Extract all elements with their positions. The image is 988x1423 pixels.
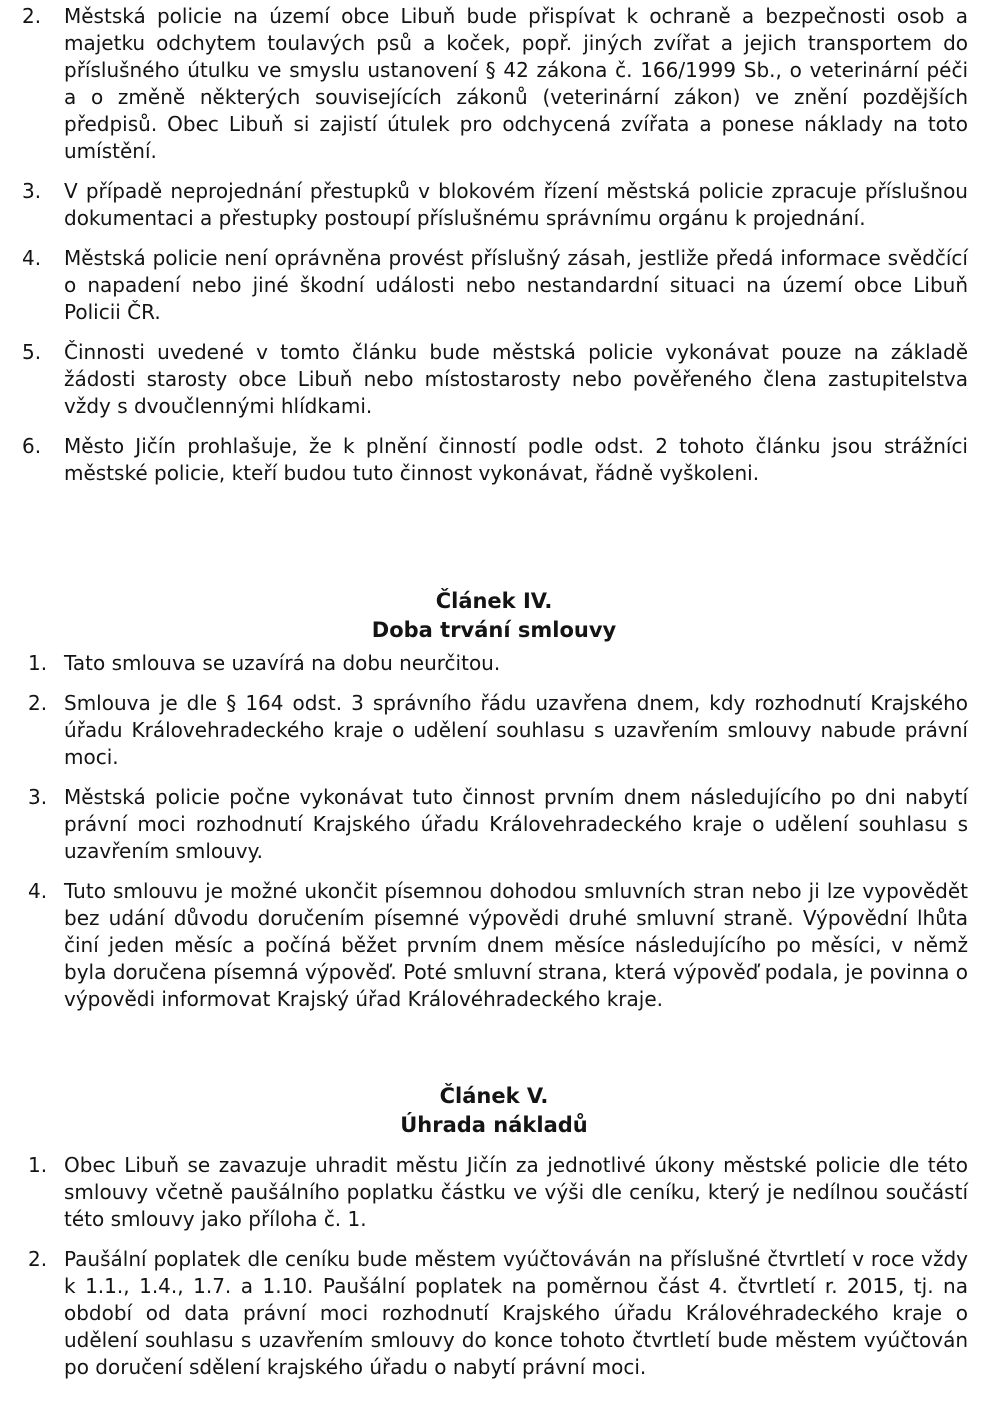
item-number: 4. bbox=[28, 879, 48, 903]
item-number: 3. bbox=[22, 179, 42, 203]
list-item bbox=[0, 690, 988, 771]
list-item bbox=[0, 3, 988, 165]
article-title: Úhrada nákladů bbox=[400, 1113, 588, 1137]
article-iv-heading bbox=[0, 587, 988, 645]
article-number: Článek IV. bbox=[435, 589, 553, 613]
list-item bbox=[0, 245, 988, 326]
article-iii-continued-list bbox=[0, 3, 988, 500]
item-number: 1. bbox=[28, 651, 48, 675]
list-item bbox=[0, 878, 988, 1013]
item-text: Smlouva je dle § 164 odst. 3 správního řádu uzavřena dnem, kdy rozhodnutí Krajského úřadu Královehradeckého kraje o udělení souhlasu s uzavřením smlouvy nabude právní moci. bbox=[64, 691, 968, 769]
item-number: 5. bbox=[22, 340, 42, 364]
item-number: 3. bbox=[28, 785, 48, 809]
item-text: Tato smlouva se uzavírá na dobu neurčitou. bbox=[64, 651, 501, 675]
article-iv-list bbox=[0, 650, 988, 1026]
item-number: 6. bbox=[22, 434, 42, 458]
article-v-heading bbox=[0, 1082, 988, 1140]
item-text: Městská policie na území obce Libuň bude přispívat k ochraně a bezpečnosti osob a majetku odchytem toulavých psů a koček, popř. jiných zvířat a jejich transportem do příslušného útulku ve smyslu ustanovení § 42 zákona č. 166/1999 Sb., o veterinární péči a o změně některých souvisejících zákonů (veterinární zákon) ve znění pozdějších předpisů. Obec Libuň si zajistí útulek pro odchycená zvířata a ponese náklady na toto umístění. bbox=[64, 4, 968, 163]
item-text: Obec Libuň se zavazuje uhradit městu Jičín za jednotlivé úkony městské policie dle této smlouvy včetně paušálního poplatku částku ve výši dle ceníku, který je nedílnou součástí této smlouvy jako příloha č. 1. bbox=[64, 1153, 968, 1231]
item-text: Činnosti uvedené v tomto článku bude městská policie vykonávat pouze na základě žádosti starosty obce Libuň nebo místostarosty nebo pověřeného člena zastupitelstva vždy s dvoučlennými hlídkami. bbox=[64, 340, 968, 418]
article-number: Článek V. bbox=[439, 1084, 549, 1108]
list-item bbox=[0, 433, 988, 487]
list-item bbox=[0, 339, 988, 420]
article-v-list bbox=[0, 1152, 988, 1394]
item-text: Paušální poplatek dle ceníku bude městem vyúčtováván na příslušné čtvrtletí v roce vždy k 1.1., 1.4., 1.7. a 1.10. Paušální poplatek na poměrnou část 4. čtvrtletí r. 2015, tj. na období od data právní moci rozhodnutí Krajského úřadu Královéhradeckého kraje o udělení souhlasu s uzavřením smlouvy do konce tohoto čtvrtletí bude městem vyúčtován po doručení sdělení krajského úřadu o nabytí právní moci. bbox=[64, 1247, 968, 1379]
item-number: 1. bbox=[28, 1153, 48, 1177]
list-item bbox=[0, 178, 988, 232]
item-text: Městská policie není oprávněna provést příslušný zásah, jestliže předá informace svědčící o napadení nebo jiné škodní události nebo nestandardní situaci na území obce Libuň Policii ČR. bbox=[64, 246, 968, 324]
item-number: 2. bbox=[28, 1247, 48, 1271]
item-number: 2. bbox=[22, 4, 42, 28]
list-item bbox=[0, 650, 988, 677]
item-text: Tuto smlouvu je možné ukončit písemnou dohodou smluvních stran nebo ji lze vypovědět bez udání důvodu doručením písemné výpovědi druhé smluvní straně. Výpovědní lhůta činí jeden měsíc a počíná běžet prvním dnem měsíce následujícího po měsíci, v němž byla doručena písemná výpověď. Poté smluvní strana, která výpověď podala, je povinna o výpovědi informovat Krajský úřad Královéhradeckého kraje. bbox=[64, 879, 968, 1011]
item-number: 4. bbox=[22, 246, 42, 270]
list-item bbox=[0, 1152, 988, 1233]
article-title: Doba trvání smlouvy bbox=[371, 618, 617, 642]
item-number: 2. bbox=[28, 691, 48, 715]
list-item bbox=[0, 1246, 988, 1381]
list-item bbox=[0, 784, 988, 865]
item-text: V případě neprojednání přestupků v blokovém řízení městská policie zpracuje příslušnou dokumentaci a přestupky postoupí příslušnému správnímu orgánu k projednání. bbox=[64, 179, 968, 230]
item-text: Městská policie počne vykonávat tuto činnost prvním dnem následujícího po dni nabytí právní moci rozhodnutí Krajského úřadu Královehradeckého kraje o udělení souhlasu s uzavřením smlouvy. bbox=[64, 785, 968, 863]
item-text: Město Jičín prohlašuje, že k plnění činností podle odst. 2 tohoto článku jsou strážníci městské policie, kteří budou tuto činnost vykonávat, řádně vyškoleni. bbox=[64, 434, 968, 485]
